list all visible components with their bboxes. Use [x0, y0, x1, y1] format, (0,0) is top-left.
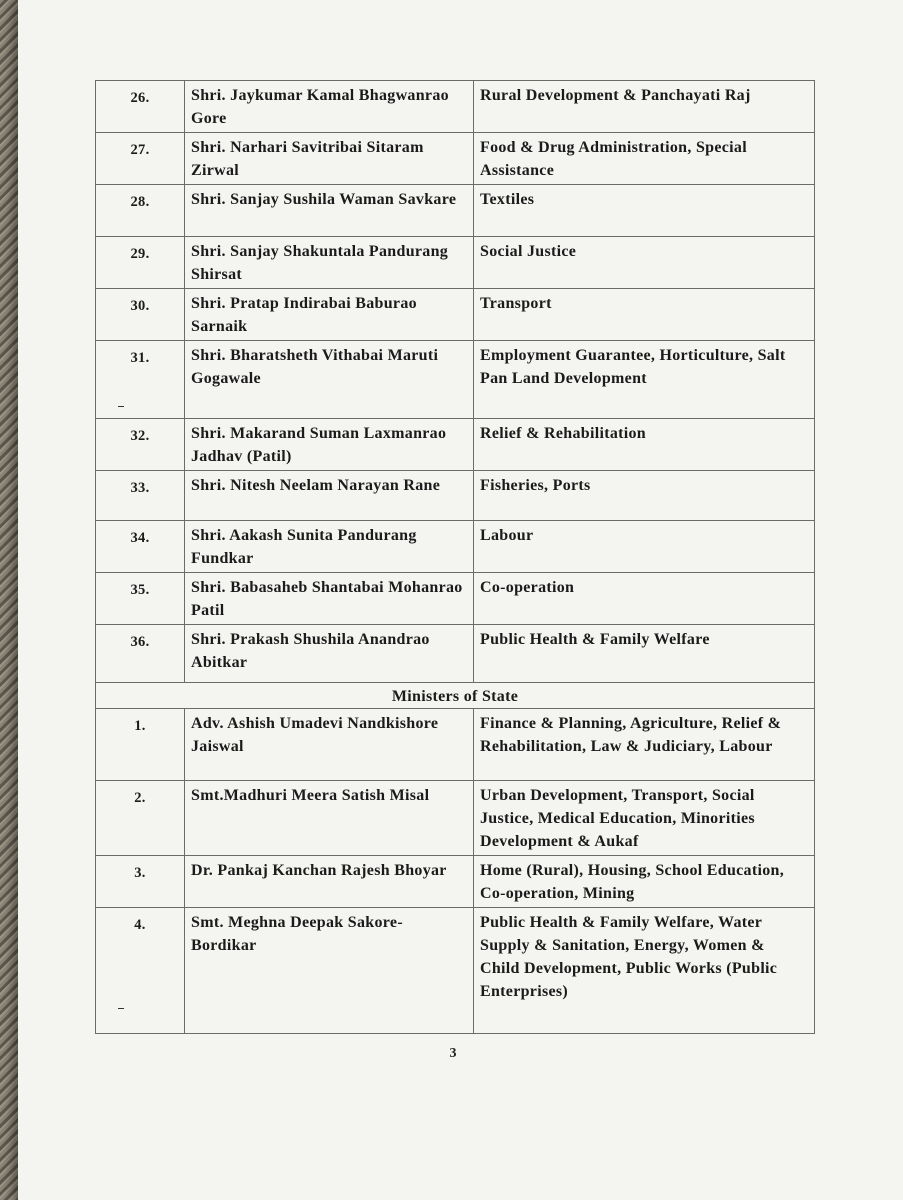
minister-name: Shri. Prakash Shushila Anandrao Abitkar: [185, 625, 474, 683]
minister-name: Shri. Bharatsheth Vithabai Maruti Gogawale: [185, 341, 474, 419]
portfolio: Labour: [474, 521, 815, 573]
serial-number: 1.: [96, 709, 185, 781]
table-row: [96, 185, 815, 237]
serial-number: 36.: [96, 625, 185, 683]
serial-number: 34.: [96, 521, 185, 573]
table-row: [96, 341, 815, 419]
table-row: [96, 237, 815, 289]
serial-number: 26.: [96, 81, 185, 133]
table-row: [96, 133, 815, 185]
portfolio: Transport: [474, 289, 815, 341]
table-row: [96, 709, 815, 781]
serial-number: 28.: [96, 185, 185, 237]
serial-number: 30.: [96, 289, 185, 341]
section-header-body: [96, 683, 815, 709]
cabinet-ministers-rows: [96, 81, 815, 683]
minister-name: Shri. Jaykumar Kamal Bhagwanrao Gore: [185, 81, 474, 133]
portfolio: Public Health & Family Welfare: [474, 625, 815, 683]
minister-name: Dr. Pankaj Kanchan Rajesh Bhoyar: [185, 856, 474, 908]
minister-name: Shri. Sanjay Shakuntala Pandurang Shirsat: [185, 237, 474, 289]
serial-number: 35.: [96, 573, 185, 625]
minister-name: Adv. Ashish Umadevi Nandkishore Jaiswal: [185, 709, 474, 781]
table-row: [96, 289, 815, 341]
serial-number: 29.: [96, 237, 185, 289]
portfolio: Textiles: [474, 185, 815, 237]
table-row: [96, 781, 815, 856]
table-row: [96, 471, 815, 521]
serial-number: 27.: [96, 133, 185, 185]
portfolio: Fisheries, Ports: [474, 471, 815, 521]
serial-number: 4.: [96, 908, 185, 1034]
portfolio: Urban Development, Transport, Social Justice, Medical Education, Minorities Development & Aukaf: [474, 781, 815, 856]
minister-name: Smt. Meghna Deepak Sakore-Bordikar: [185, 908, 474, 1034]
minister-name: Shri. Makarand Suman Laxmanrao Jadhav (Patil): [185, 419, 474, 471]
minister-name: Shri. Nitesh Neelam Narayan Rane: [185, 471, 474, 521]
section-heading: Ministers of State: [96, 683, 815, 709]
minister-name: Smt.Madhuri Meera Satish Misal: [185, 781, 474, 856]
portfolio: Food & Drug Administration, Special Assistance: [474, 133, 815, 185]
portfolio: Public Health & Family Welfare, Water Supply & Sanitation, Energy, Women & Child Development, Public Works (Public Enterprises): [474, 908, 815, 1034]
serial-number: 2.: [96, 781, 185, 856]
serial-number: 33.: [96, 471, 185, 521]
portfolio: Home (Rural), Housing, School Education, Co-operation, Mining: [474, 856, 815, 908]
minister-name: Shri. Narhari Savitribai Sitaram Zirwal: [185, 133, 474, 185]
ministers-table: [95, 80, 815, 1034]
serial-number: 3.: [96, 856, 185, 908]
table-row: [96, 856, 815, 908]
minister-name: Shri. Sanjay Sushila Waman Savkare: [185, 185, 474, 237]
minister-name: Shri. Aakash Sunita Pandurang Fundkar: [185, 521, 474, 573]
table-row: [96, 573, 815, 625]
table-row: [96, 419, 815, 471]
table-row: [96, 81, 815, 133]
page-number: 3: [449, 1046, 457, 1061]
serial-number: 31.: [96, 341, 185, 419]
portfolio: Social Justice: [474, 237, 815, 289]
section-header-row: [96, 683, 815, 709]
portfolio: Finance & Planning, Agriculture, Relief & Rehabilitation, Law & Judiciary, Labour: [474, 709, 815, 781]
table-row: [96, 908, 815, 1034]
ministers-of-state-rows: [96, 709, 815, 1034]
portfolio: Employment Guarantee, Horticulture, Salt Pan Land Development: [474, 341, 815, 419]
minister-name: Shri. Pratap Indirabai Baburao Sarnaik: [185, 289, 474, 341]
portfolio: Rural Development & Panchayati Raj: [474, 81, 815, 133]
serial-number: 32.: [96, 419, 185, 471]
table-row: [96, 625, 815, 683]
portfolio: Co-operation: [474, 573, 815, 625]
portfolio: Relief & Rehabilitation: [474, 419, 815, 471]
table-row: [96, 521, 815, 573]
minister-name: Shri. Babasaheb Shantabai Mohanrao Patil: [185, 573, 474, 625]
